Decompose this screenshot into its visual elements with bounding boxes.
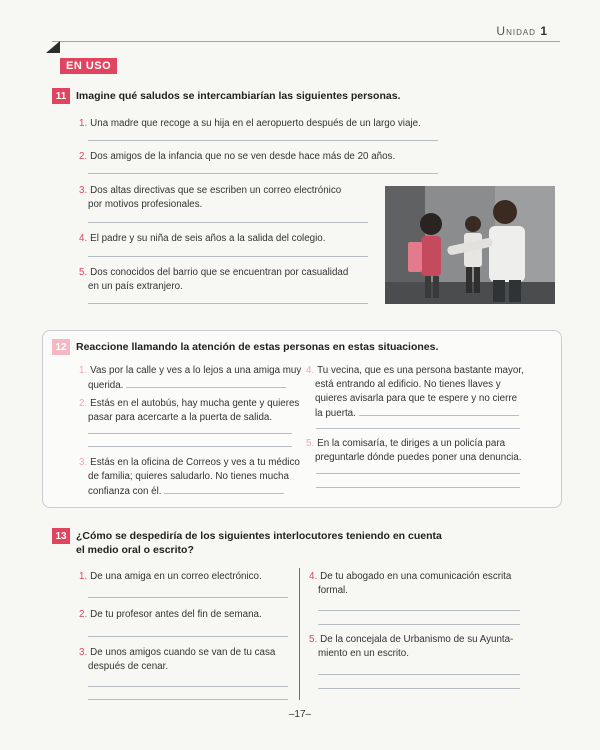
ex13-item-3 — [79, 646, 275, 674]
item-number: 3. — [79, 185, 88, 196]
ex11-item-1 — [79, 117, 421, 131]
item-text: Dos amigos de la infancia que no se ven desde hace más de 20 años. — [90, 151, 396, 162]
unit-header — [496, 24, 548, 38]
answer-line[interactable] — [88, 597, 288, 598]
item-number: 2. — [79, 398, 88, 409]
ex11-item-2 — [79, 150, 395, 164]
exercise-13-title — [76, 529, 442, 557]
item-text: Una madre que recoge a su hija en el aeropuerto después de un largo viaje. — [90, 118, 421, 129]
exercise-12-number: 12 — [52, 339, 70, 355]
ex12-item-2 — [79, 397, 299, 425]
answer-line[interactable] — [316, 487, 520, 488]
title-line: ¿Cómo se despediría de los siguientes interlocutores teniendo en cuenta — [76, 530, 442, 542]
item-number: 5. — [309, 634, 318, 645]
ex11-item-3 — [79, 184, 341, 212]
item-text: De tu abogado en una comunicación escrita — [320, 571, 512, 582]
item-text: Vas por la calle y ves a lo lejos a una amiga muy — [90, 365, 302, 376]
item-text: De una amiga en un correo electrónico. — [90, 571, 262, 582]
item-number: 2. — [79, 151, 88, 162]
section-badge: EN USO — [60, 58, 117, 74]
item-text: Estás en el autobús, hay mucha gente y quieres — [90, 398, 300, 409]
answer-line[interactable] — [88, 686, 288, 687]
item-text: está entrando al edificio. No tienes llaves y — [315, 379, 501, 390]
item-text: querida. — [88, 380, 124, 391]
item-number: 2. — [79, 609, 88, 620]
answer-line[interactable] — [318, 688, 520, 689]
answer-line[interactable] — [88, 222, 368, 223]
title-line: el medio oral o escrito? — [76, 544, 194, 556]
item-number: 1. — [79, 118, 88, 129]
item-text: confianza con él. — [88, 486, 162, 497]
unit-label: Unidad — [496, 24, 536, 38]
answer-line[interactable] — [359, 406, 519, 416]
answer-line[interactable] — [126, 378, 286, 388]
item-text: De tu profesor antes del fin de semana. — [90, 609, 262, 620]
unit-number: 1 — [540, 24, 548, 38]
column-divider — [299, 568, 300, 700]
exercise-11-title: Imagine qué saludos se intercambiarían las siguientes personas. — [76, 90, 401, 102]
ex13-item-1 — [79, 570, 262, 584]
answer-line[interactable] — [88, 636, 288, 637]
ex13-item-2 — [79, 608, 262, 622]
item-number: 1. — [79, 365, 88, 376]
item-number: 3. — [79, 647, 88, 658]
ex11-item-5 — [79, 266, 348, 294]
answer-line[interactable] — [318, 610, 520, 611]
answer-line[interactable] — [316, 428, 520, 429]
item-text: por motivos profesionales. — [88, 199, 203, 210]
answer-line[interactable] — [88, 140, 438, 141]
header-rule — [52, 41, 560, 42]
item-text: De unos amigos cuando se van de tu casa — [90, 647, 276, 658]
answer-line[interactable] — [318, 674, 520, 675]
item-number: 4. — [79, 233, 88, 244]
ex12-item-5 — [306, 437, 521, 465]
item-number: 5. — [306, 438, 315, 449]
answer-line[interactable] — [316, 473, 520, 474]
exercise-13-number: 13 — [52, 528, 70, 544]
answer-line[interactable] — [88, 303, 368, 304]
ex13-item-5 — [309, 633, 513, 661]
ex12-item-3 — [79, 456, 300, 499]
item-text: miento en un escrito. — [318, 648, 409, 659]
ex11-item-4 — [79, 232, 325, 246]
item-text: Tu vecina, que es una persona bastante mayor, — [317, 365, 524, 376]
ex13-item-4 — [309, 570, 511, 598]
answer-line[interactable] — [164, 484, 284, 494]
answer-line[interactable] — [88, 256, 368, 257]
item-text: formal. — [318, 585, 348, 596]
item-text: De la concejala de Urbanismo de su Ayunta- — [320, 634, 514, 645]
item-text: quieres avisarla para que te espere y no cierre — [315, 393, 518, 404]
greeting-photo — [385, 186, 555, 304]
ex12-item-4 — [306, 364, 524, 421]
exercise-11-number: 11 — [52, 88, 70, 104]
exercise-12-title: Reaccione llamando la atención de estas personas en estas situaciones. — [76, 341, 439, 353]
item-text: después de cenar. — [88, 661, 169, 672]
item-text: de familia; quieres saludarlo. No tienes mucha — [88, 471, 289, 482]
corner-mark-icon — [46, 41, 60, 53]
answer-line[interactable] — [88, 446, 292, 447]
item-number: 4. — [306, 365, 315, 376]
item-number: 3. — [79, 457, 88, 468]
item-text: Dos conocidos del barrio que se encuentran por casualidad — [90, 267, 349, 278]
answer-line[interactable] — [88, 699, 288, 700]
item-text: Estás en la oficina de Correos y ves a tu médico — [90, 457, 300, 468]
answer-line[interactable] — [88, 433, 292, 434]
item-number: 5. — [79, 267, 88, 278]
item-number: 1. — [79, 571, 88, 582]
item-text: El padre y su niña de seis años a la salida del colegio. — [90, 233, 326, 244]
page-number: –17– — [288, 709, 312, 720]
item-text: preguntarle dónde puedes poner una denuncia. — [315, 452, 522, 463]
answer-line[interactable] — [88, 173, 438, 174]
item-number: 4. — [309, 571, 318, 582]
answer-line[interactable] — [318, 624, 520, 625]
item-text: Dos altas directivas que se escriben un correo electrónico — [90, 185, 342, 196]
item-text: pasar para acercarte a la puerta de salida. — [88, 412, 273, 423]
item-text: En la comisaría, te diriges a un policía para — [317, 438, 506, 449]
ex12-item-1 — [79, 364, 301, 393]
item-text: la puerta. — [315, 408, 356, 419]
item-text: en un país extranjero. — [88, 281, 183, 292]
